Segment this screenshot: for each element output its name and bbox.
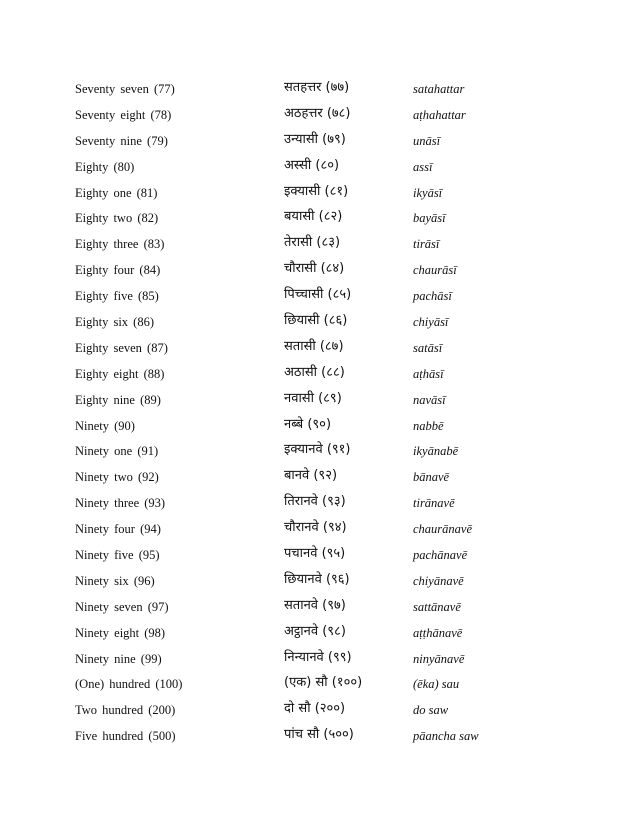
hindi-number: पचानवे (९५) <box>284 546 346 562</box>
table-row <box>0 234 638 260</box>
transliteration: navāsī <box>413 392 446 407</box>
hindi-number: तिरानवे (९३) <box>284 494 346 510</box>
hindi-number: दो सौ (२००) <box>284 701 346 717</box>
hindi-number: बयासी (८२) <box>284 209 343 225</box>
transliteration: bānavē <box>413 470 450 485</box>
transliteration: sattānavē <box>413 599 461 614</box>
hindi-number: सतहत्तर (७७) <box>284 80 350 95</box>
table-row <box>0 105 638 131</box>
transliteration: chaurāsī <box>413 263 457 278</box>
english-number: Eighty nine (89) <box>75 392 161 407</box>
english-number: Seventy seven (77) <box>75 82 175 96</box>
english-number: (One) hundred (100) <box>75 677 183 692</box>
transliteration: satāsī <box>413 340 443 355</box>
number-table <box>0 79 638 752</box>
table-row <box>0 597 638 623</box>
table-row <box>0 286 638 312</box>
transliteration: (ēka) sau <box>413 677 460 692</box>
table-row <box>0 493 638 519</box>
english-number: Ninety (90) <box>75 418 135 433</box>
hindi-number: इक्यासी (८१) <box>284 183 349 199</box>
hindi-number: तेरासी (८३) <box>284 235 341 251</box>
table-row <box>0 157 638 183</box>
english-number: Eighty (80) <box>75 159 135 174</box>
transliteration: chiyāsī <box>413 315 449 330</box>
transliteration: satahattar <box>413 82 465 96</box>
table-row <box>0 674 638 700</box>
transliteration: tirānavē <box>413 496 455 511</box>
table-row <box>0 131 638 157</box>
transliteration: do saw <box>413 703 449 718</box>
hindi-number: अठासी (८८) <box>284 364 345 380</box>
table-row <box>0 649 638 675</box>
english-number: Eighty three (83) <box>75 237 165 252</box>
table-row <box>0 571 638 597</box>
english-number: Ninety four (94) <box>75 522 161 537</box>
english-number: Ninety three (93) <box>75 496 166 511</box>
transliteration: ninyānavē <box>413 651 465 666</box>
table-row <box>0 416 638 442</box>
table-row <box>0 390 638 416</box>
english-number: Seventy eight (78) <box>75 107 172 122</box>
hindi-number: चौरानवे (९४) <box>284 520 347 536</box>
hindi-number: (एक) सौ (१००) <box>284 675 363 691</box>
transliteration: aṭhāsī <box>413 366 444 381</box>
english-number: Ninety one (91) <box>75 444 159 459</box>
english-number: Ninety five (95) <box>75 548 160 563</box>
table-row <box>0 467 638 493</box>
transliteration: chaurānavē <box>413 522 473 537</box>
hindi-number: नवासी (८९) <box>284 390 342 406</box>
table-row <box>0 441 638 467</box>
hindi-number: चौरासी (८४) <box>284 261 345 277</box>
table-row <box>0 726 638 752</box>
hindi-number: बानवे (९२) <box>284 468 338 484</box>
table-row <box>0 700 638 726</box>
transliteration: ikyānabē <box>413 444 459 459</box>
table-row <box>0 183 638 209</box>
hindi-number: पिच्चासी (८५) <box>284 287 352 303</box>
transliteration: nabbē <box>413 418 444 433</box>
table-row <box>0 623 638 649</box>
hindi-number: अठहत्तर (७८) <box>284 105 351 121</box>
english-number: Ninety seven (97) <box>75 599 169 614</box>
hindi-number: अस्सी (८०) <box>284 157 340 173</box>
transliteration: pachāsī <box>413 289 452 304</box>
transliteration: assī <box>413 159 433 174</box>
english-number: Ninety nine (99) <box>75 651 162 666</box>
hindi-number: सतासी (८७) <box>284 338 344 354</box>
english-number: Ninety two (92) <box>75 470 159 485</box>
hindi-number: इक्यानवे (९१) <box>284 442 351 458</box>
table-row <box>0 312 638 338</box>
english-number: Eighty four (84) <box>75 263 161 278</box>
transliteration: chiyānavē <box>413 573 464 588</box>
hindi-number: अट्ठानवे (९८) <box>284 623 346 639</box>
hindi-number: छियानवे (९६) <box>284 571 350 587</box>
transliteration: aṭṭhānavē <box>413 625 463 640</box>
transliteration: ikyāsī <box>413 185 443 200</box>
english-number: Eighty five (85) <box>75 289 159 304</box>
transliteration: unāsī <box>413 133 441 148</box>
hindi-number: सतानवे (९७) <box>284 597 346 613</box>
table-row <box>0 519 638 545</box>
english-number: Ninety eight (98) <box>75 625 166 640</box>
english-number: Ninety six (96) <box>75 573 155 588</box>
hindi-number: नब्बे (९०) <box>284 416 332 432</box>
english-number: Eighty one (81) <box>75 185 158 200</box>
table-row <box>0 338 638 364</box>
english-number: Eighty eight (88) <box>75 366 165 381</box>
table-row <box>0 545 638 571</box>
transliteration: tirāsī <box>413 237 440 252</box>
hindi-number: उन्यासी (७९) <box>284 131 346 147</box>
hindi-number: छियासी (८६) <box>284 313 348 329</box>
transliteration: pachānavē <box>413 548 468 563</box>
english-number: Eighty two (82) <box>75 211 159 226</box>
table-row <box>0 79 638 105</box>
table-row <box>0 208 638 234</box>
english-number: Five hundred (500) <box>75 729 176 744</box>
hindi-number: निन्यानवे (९९) <box>284 649 352 665</box>
transliteration: aṭhahattar <box>413 107 466 122</box>
transliteration: bayāsī <box>413 211 446 226</box>
english-number: Eighty six (86) <box>75 315 154 330</box>
table-row <box>0 364 638 390</box>
transliteration: pāancha saw <box>413 729 479 744</box>
english-number: Two hundred (200) <box>75 703 176 718</box>
table-row <box>0 260 638 286</box>
hindi-number: पांच सौ (५००) <box>284 727 354 743</box>
english-number: Seventy nine (79) <box>75 133 168 148</box>
english-number: Eighty seven (87) <box>75 340 168 355</box>
